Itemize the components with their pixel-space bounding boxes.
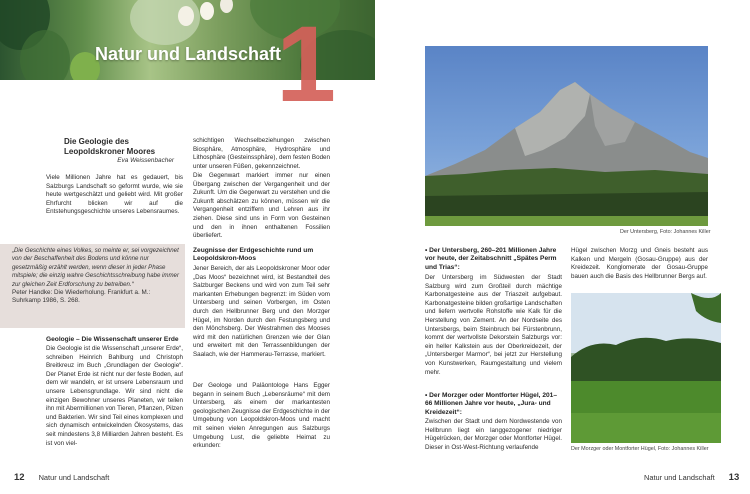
- column-paragraph: Hügel zwischen Morzg und Gneis besteht aus Kalken und Mergeln (Gosau-Gruppe) aus der Kreidezeit. Konglomerate der Gosau-Gruppe bauen auch die Basis des Hellbrunner Bergs auf.: [571, 247, 708, 280]
- page-footer-right: [644, 472, 739, 483]
- photo-caption: Der Untersberg, Foto: Johannes Killer: [620, 229, 711, 235]
- meadow-illustration: [571, 293, 721, 443]
- quote-text: „Die Geschichte eines Volkes, so meinte er, sei vorgezeichnet von der Beschaffenheit des Bodens und könne nur gesetzmäßig erzählt werden, wenn dieser in jeder Phase mitspiele; die einzig wahre Geschichtsschreibung habe immer zur gleichen Zeit Erdforschung zu betreiben.“: [12, 247, 179, 288]
- section-text-egger: Der Geologe und Paläontologe Hans Egger begann in seinem Buch „Lebensräume“ mit dem Untersberg, als einem der markantesten geologischen Zeugnisse der Erdgeschichte in der Umgebung von Leopoldskron-Moos und macht mit seinen vielen Anregungen aus Salzburgs Umgebung Lust, die geliebte Heimat zu erkunden:: [193, 382, 330, 450]
- intro-paragraph: Viele Millionen Jahre hat es gedauert, bis Salzburgs Landschaft so geformt wurde, wie sie heute wertgeschätzt und geliebt wird. Mit großer Ehrfurcht blicken wir auf die Entstehungsgeschichte unseres Lebensraumes.: [46, 174, 183, 216]
- untersberg-heading: • Der Untersberg, 260–201 Millionen Jahre vor heute, der Zeitabschnitt „Spätes Perm und Trias“:: [425, 247, 557, 271]
- mountain-illustration: [425, 46, 708, 226]
- untersberg-photo: [425, 46, 708, 226]
- page-footer-left: [14, 472, 109, 483]
- section-text-geologie: Die Geologie ist die Wissenschaft „unserer Erde“, schreiben Heinrich Bahlburg und Christoph Breitkreuz im Buch „Grundlagen der Geologie“. Der Planet Erde ist nicht nur der feste Boden, auf dem wir wandeln, er ist unsere Lebensraum und unsere Lebensgrundlage. Wir sind nicht die einzigen Bewohner unseres Planeten, wir teilen ihn mit Abermillionen von Tieren, Pflanzen, Pilzen und Bakterien. Wir sind Teil eines komplexen und sich dynamisch entwickelnden Ökosystems, das seit mindestens 3,8 Milliarden Jahren besteht. Es ist von viel-: [46, 345, 183, 447]
- section-text-zeugnisse: Jener Bereich, der als Leopoldskroner Moor oder „Das Moos“ bezeichnet wird, ist Bestandteil des Salzburger Beckens und wird von zum Teil sehr markanten Erhebungen begrenzt: im Süden vom Untersberg und seinen Vorbergen, im Osten durch den Hellbrunner Berg und den Morzger Hügel, im Norden durch den Festungsberg und den Mönchsberg. Der Westrahmen des Mooses wird mit den natürlichen Grenzen wie der Glan und erweitert mit den Terrassenbildungen der Saalach, wie der Hammerau-Terrasse, markiert.: [193, 265, 330, 358]
- quote-source: Peter Handke: Die Wiederholung. Frankfurt a. M.: Suhrkamp 1986, S. 268.: [12, 289, 151, 305]
- chapter-number: 1: [276, 3, 337, 124]
- morzger-huegel-photo: [571, 293, 721, 443]
- chapter-title: Natur und Landschaft: [95, 44, 282, 64]
- untersberg-text: Der Untersberg im Südwesten der Stadt Salzburg wird zum Großteil durch mächtige Karbonatgesteine aus der Triaszeit aufgebaut. Karbonatgesteine bilden großartige Landschaften und liefern wertvolle Rohstoffe wie Kalk für die Herstellung von Zement. An der Nordseite des Untersbergs, beim Steinbruch bei Fürstenbrunn, kommt der wertvollste Dekorstein Salzburgs vor: ein heller Kalkstein aus der Oberkreidezeit, der „Untersberger Marmor“, bei jetzt zur Herstellung von Kunstwerken, Raumgestaltung und vielem mehr.: [425, 274, 562, 376]
- article-author: Eva Weissenbacher: [117, 157, 174, 164]
- column-paragraph: schichtigen Wechselbeziehungen zwischen Biosphäre, Atmosphäre, Hydrosphäre und Lithosphäre (Gesteinssphäre), dem festen Boden unter unseren Füßen, gekennzeichnet.: [193, 137, 330, 170]
- column-paragraph: Die Gegenwart markiert immer nur einen Übergang zwischen der Vergangenheit und der Zukunft. Um die Gegenwart zu verstehen und die Zukunft abschätzen zu können, müssen wir die Vergangenheit entziffern und Lehren aus ihr ziehen. Diese sind uns in Form von Gesteinen und den in ihnen enthaltenen Fossilien überliefert.: [193, 172, 330, 240]
- morzger-text: Zwischen der Stadt und dem Nordwestende von Hellbrunn liegt ein langgezogener niedriger Hügelrücken, der Morzger oder Montforter Hügel. Dieser in Ost-West-Richtung verlaufende: [425, 418, 562, 451]
- morzger-heading: • Der Morzger oder Montforter Hügel, 201–66 Millionen Jahre vor heute, „Jura- und Kreidezeit“:: [425, 392, 558, 416]
- section-heading-zeugnisse: Zeugnisse der Erdgeschichte rund um Leopoldskron-Moos: [193, 247, 314, 263]
- page-number: 13: [728, 472, 740, 483]
- running-title: Natur und Landschaft: [38, 473, 110, 482]
- running-title: Natur und Landschaft: [644, 473, 715, 482]
- photo-caption: Der Morzger oder Montforter Hügel, Foto: Johannes Killer: [571, 446, 709, 452]
- page-number: 12: [14, 472, 25, 483]
- article-title: Die Geologie des Leopoldskroner Moores: [64, 137, 156, 156]
- section-heading-geologie: Geologie – Die Wissenschaft unserer Erde: [46, 336, 179, 343]
